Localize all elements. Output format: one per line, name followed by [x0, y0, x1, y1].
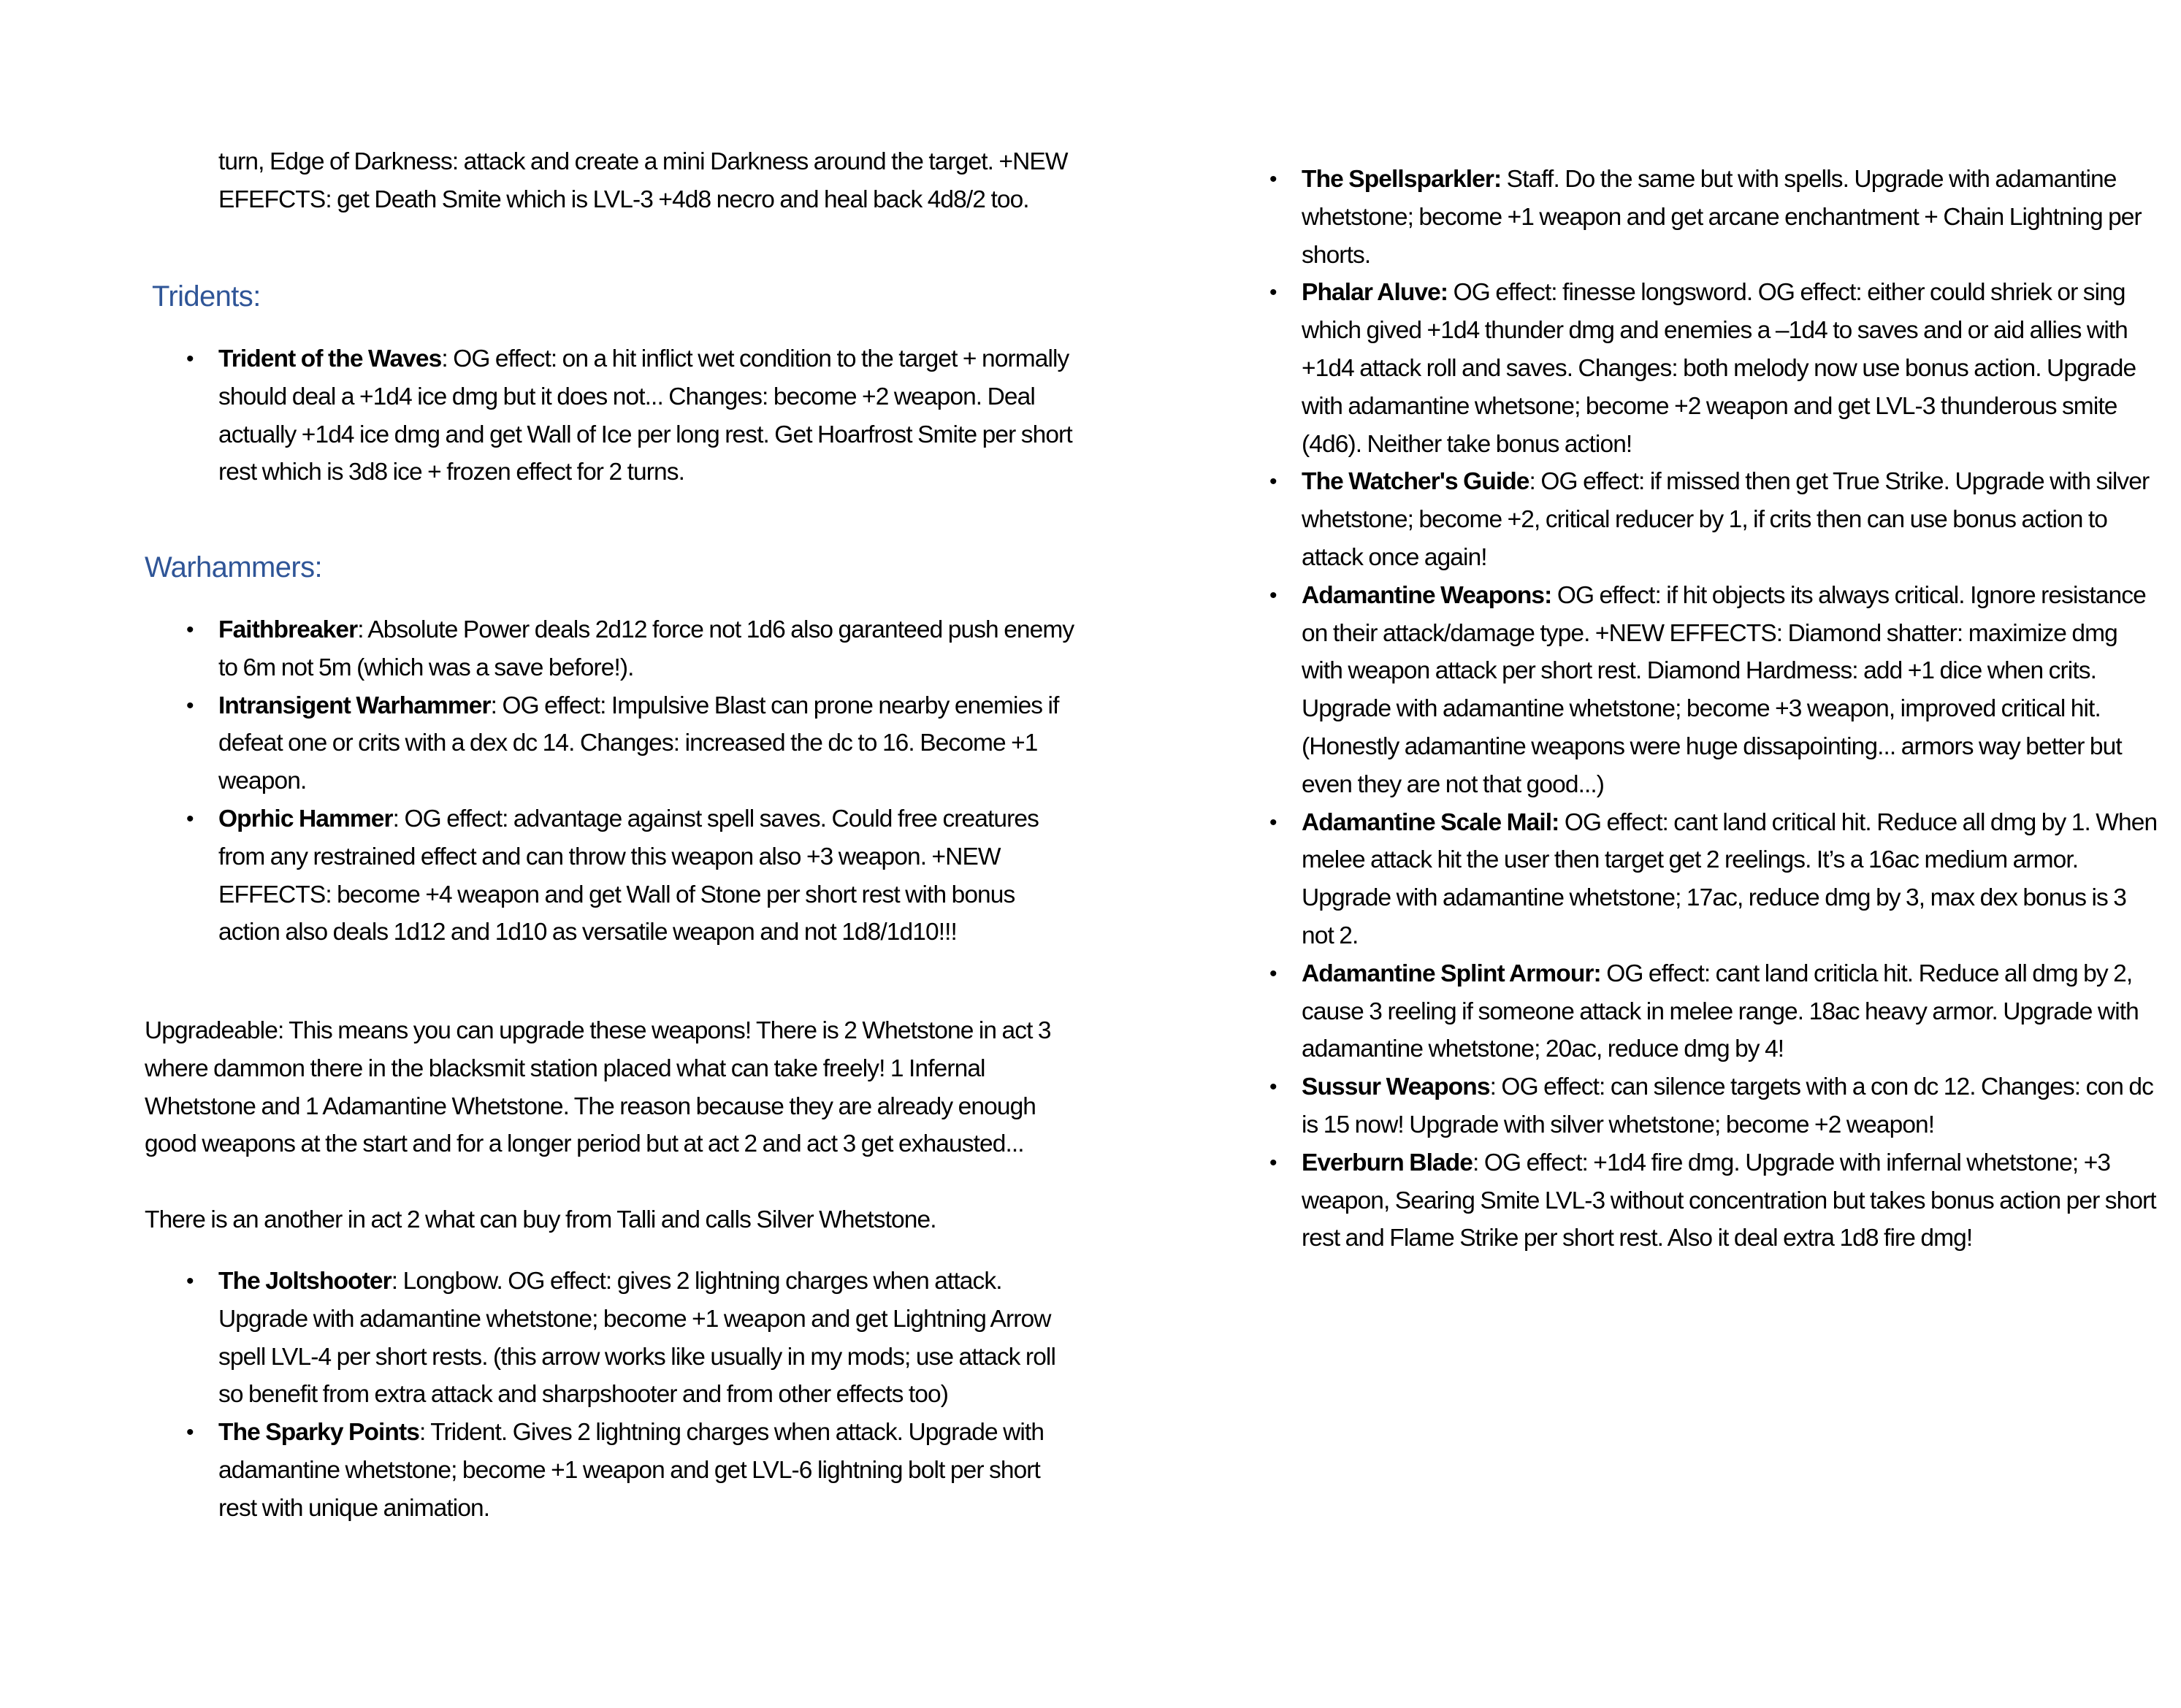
item-name: Phalar Aluve:: [1302, 279, 1448, 307]
item-sep: [1559, 809, 1564, 836]
list-item: [186, 611, 1080, 687]
item-name: The Spellsparkler:: [1302, 166, 1502, 193]
bullet-icon: •: [186, 347, 194, 371]
item-name: Adamantine Splint Armour:: [1302, 960, 1601, 987]
bullet-icon: •: [1269, 1150, 1277, 1175]
continuation-paragraph: turn, Edge of Darkness: attack and create a mini Darkness around the target. +NEW EFEFCTS: get Death Smite which is LVL-3 +4d8 necro and heal back 4d8/2 too.: [218, 148, 1068, 213]
item-name: The Sparky Points: [218, 1419, 419, 1447]
bullet-icon: •: [1269, 583, 1277, 608]
warhammers-list: [186, 611, 1080, 951]
item-text: Longbow. OG effect: gives 2 lightning charges when attack. Upgrade with adamantine whetstone; become +1 weapon and get Lightning Arrow spell LVL-4 per short rests. (this arrow works like usually in my mods; use attack roll so benefit from extra attack and sharpshooter and from other effects too): [218, 1268, 1056, 1409]
item-name: Trident of the Waves: [218, 345, 442, 372]
item-sep: :: [419, 1419, 431, 1447]
right-items-list: [1269, 161, 2163, 1257]
bullet-icon: •: [186, 1420, 194, 1445]
item-sep: :: [1529, 468, 1541, 496]
item-text: Trident. Gives 2 lightning charges when attack. Upgrade with adamantine whetstone; become +1 weapon and get LVL-6 lightning bolt per short rest with unique animation.: [218, 1419, 1044, 1522]
item-sep: :: [391, 1268, 403, 1295]
list-item: [1269, 1144, 2163, 1257]
item-name: Everburn Blade: [1302, 1149, 1473, 1176]
bullet-icon: •: [1269, 470, 1277, 494]
tridents-list: [186, 340, 1080, 491]
bullet-icon: •: [1269, 167, 1277, 191]
item-text: OG effect: Impulsive Blast can prone nearby enemies if defeat one or crits with a dex dc 14. Changes: increased the dc to 16. Become +1 weapon.: [218, 692, 1059, 795]
list-item: [1269, 955, 2163, 1068]
item-text: OG effect: if hit objects its always critical. Ignore resistance on their attack/damage type. +NEW EFFECTS: Diamond shatter: maximize dmg with weapon attack per short rest. Diamond Hardmess: add +1 dice when crits. Upgrade with adamantine whetstone; become +3 weapon, improved critical hit. (Honestly adamantine weapons were huge dissapointing... armors way better but even they are not that good...): [1302, 581, 2146, 798]
item-sep: [1448, 279, 1453, 306]
item-name: Sussur Weapons: [1302, 1073, 1490, 1101]
bullet-icon: •: [1269, 961, 1277, 986]
item-sep: [1501, 166, 1506, 193]
list-item: [1269, 577, 2163, 804]
list-item: [186, 1414, 1080, 1527]
bullet-icon: •: [1269, 1075, 1277, 1100]
item-text: OG effect: finesse longsword. OG effect: either could shriek or sing which gived +1d4 thunder dmg and enemies a –1d4 to saves and or aid allies with +1d4 attack roll and saves. Changes: both melody now use bonus action. Upgrade with adamantine whetsone; become +2 weapon and get LVL-3 thunderous smite (4d6). Neither take bonus action!: [1302, 279, 2136, 458]
item-text: Staff. Do the same but with spells. Upgrade with adamantine whetstone; become +1 weapon and get arcane enchantment + Chain Lightning per shorts.: [1302, 166, 2142, 269]
item-text: OG effect: cant land critical hit. Reduce all dmg by 1. When melee attack hit the user then target get 2 reelings. It’s a 16ac medium armor. Upgrade with adamantine whetstone; 17ac, reduce dmg by 3, max dex bonus is 3 not 2.: [1302, 808, 2158, 949]
section-heading-tridents: Tridents:: [152, 280, 261, 313]
section-heading-warhammers: Warhammers:: [145, 551, 323, 583]
list-item: [1269, 463, 2163, 576]
bullet-icon: •: [186, 693, 194, 718]
item-text: OG effect: +1d4 fire dmg. Upgrade with infernal whetstone; +3 weapon, Searing Smite LVL-3 without concentration but takes bonus action per short rest and Flame Strike per short rest. Also it deal extra 1d8 fire dmg!: [1302, 1149, 2156, 1252]
upgrade-items-list: [186, 1263, 1080, 1528]
list-item: [186, 687, 1080, 800]
list-item: [1269, 1068, 2163, 1144]
item-sep: :: [1489, 1073, 1502, 1101]
bullet-icon: •: [186, 1269, 194, 1293]
item-sep: :: [357, 616, 368, 643]
item-text: OG effect: can silence targets with a con dc 12. Changes: con dc is 15 now! Upgrade with silver whetstone; become +2 weapon!: [1302, 1073, 2153, 1138]
item-sep: :: [392, 805, 405, 832]
item-text: Absolute Power deals 2d12 force not 1d6 also garanteed push enemy to 6m not 5m (which was a save before!).: [218, 616, 1074, 681]
item-sep: :: [441, 345, 454, 372]
item-text: OG effect: on a hit inflict wet condition to the target + normally should deal a +1d4 ice dmg but it does not... Changes: become +2 weapon. Deal actually +1d4 ice dmg and get Wall of Ice per long rest. Get Hoarfrost Smite per short rest which is 3d8 ice + frozen effect for 2 turns.: [218, 345, 1072, 486]
list-item: [186, 800, 1080, 951]
list-item: [1269, 804, 2163, 955]
bullet-icon: •: [1269, 280, 1277, 305]
item-text: OG effect: cant land criticla hit. Reduce all dmg by 2, cause 3 reeling if someone attack in melee range. 18ac heavy armor. Upgrade with adamantine whetstone; 20ac, reduce dmg by 4!: [1302, 960, 2139, 1063]
list-item: [1269, 274, 2163, 463]
item-name: Adamantine Weapons:: [1302, 581, 1552, 609]
item-name: Faithbreaker: [218, 616, 358, 643]
item-text: OG effect: advantage against spell saves. Could free creatures from any restrained effect and can throw this weapon also +3 weapon. +NEW EFFECTS: become +4 weapon and get Wall of Stone per short rest with bonus action also deals 1d12 and 1d10 as versatile weapon and not 1d8/1d10!!!: [218, 805, 1039, 946]
bullet-icon: •: [1269, 810, 1277, 835]
item-name: Adamantine Scale Mail:: [1302, 808, 1559, 836]
item-sep: :: [490, 692, 503, 719]
upgradeable-paragraph: Upgradeable: This means you can upgrade these weapons! There is 2 Whetstone in act 3 where dammon there in the blacksmit station placed what can take freely! 1 Infernal Whetstone and 1 Adamantine Whetstone. The reason because they are already enough good weapons at the start and for a longer period but at act 2 and act 3 get exhausted...: [145, 1017, 1051, 1158]
item-name: Oprhic Hammer: [218, 805, 393, 832]
list-item: [186, 1263, 1080, 1414]
item-text: OG effect: if missed then get True Strike. Upgrade with silver whetstone; become +2, critical reducer by 1, if crits then can use bonus action to attack once again!: [1302, 468, 2150, 571]
item-sep: :: [1473, 1149, 1484, 1176]
bullet-icon: •: [186, 618, 194, 642]
bullet-icon: •: [186, 806, 194, 831]
item-name: The Watcher's Guide: [1302, 468, 1529, 496]
silver-whetstone-paragraph: There is an another in act 2 what can buy from Talli and calls Silver Whetstone.: [145, 1206, 936, 1233]
item-sep: [1551, 582, 1557, 609]
list-item: [1269, 161, 2163, 274]
item-name: The Joltshooter: [218, 1268, 391, 1295]
list-item: [186, 340, 1080, 491]
item-name: Intransigent Warhammer: [218, 692, 491, 719]
